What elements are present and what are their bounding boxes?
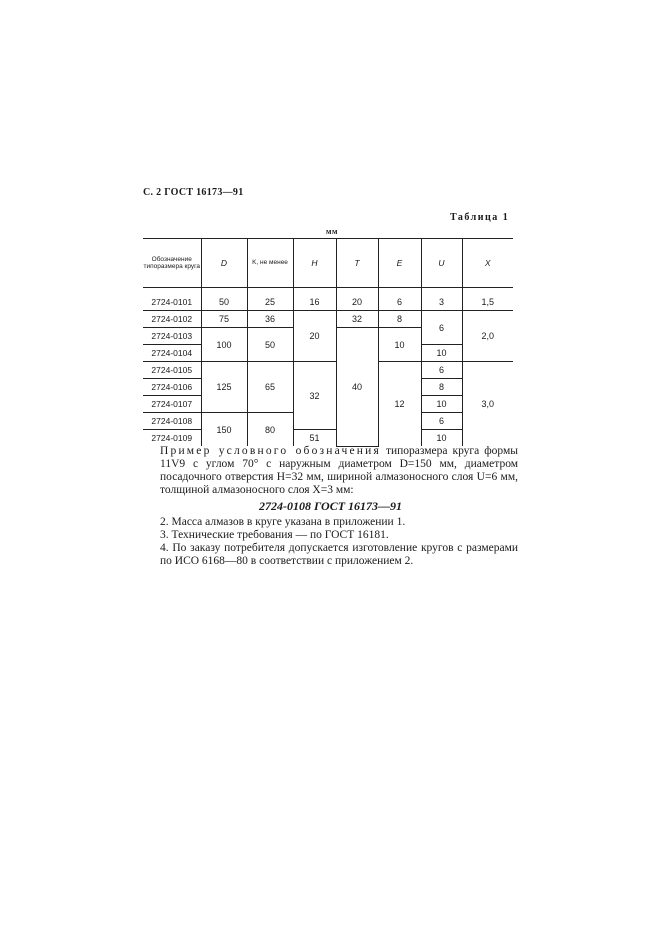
cell-k: 50 bbox=[247, 328, 293, 362]
cell-u: 10 bbox=[421, 396, 462, 413]
cell-name: 2724-0103 bbox=[143, 328, 201, 345]
cell-x: 1,5 bbox=[462, 294, 513, 311]
header-d: D bbox=[201, 239, 247, 288]
cell-d: 75 bbox=[201, 311, 247, 328]
table-row bbox=[143, 294, 513, 311]
cell-d: 125 bbox=[201, 362, 247, 413]
unit-label: мм bbox=[326, 227, 338, 236]
cell-u: 10 bbox=[421, 345, 462, 362]
header-e: E bbox=[378, 239, 421, 288]
cell-t: 40 bbox=[336, 328, 378, 447]
note-2: 2. Масса алмазов в круге указана в приложении 1. bbox=[160, 516, 406, 528]
header-name: Обозначение типоразмера круга bbox=[143, 239, 201, 288]
header-h: H bbox=[293, 239, 336, 288]
cell-h: 51 bbox=[293, 430, 336, 447]
cell-u: 6 bbox=[421, 311, 462, 345]
designation-example: 2724-0108 ГОСТ 16173—91 bbox=[258, 499, 403, 513]
cell-u: 10 bbox=[421, 430, 462, 447]
table-row bbox=[143, 311, 513, 328]
cell-x: 2,0 bbox=[462, 311, 513, 362]
cell-name: 2724-0101 bbox=[143, 294, 201, 311]
header-u: U bbox=[421, 239, 462, 288]
cell-k: 65 bbox=[247, 362, 293, 413]
cell-d: 50 bbox=[201, 294, 247, 311]
cell-e: 6 bbox=[378, 294, 421, 311]
cell-u: 3 bbox=[421, 294, 462, 311]
cell-k: 25 bbox=[247, 294, 293, 311]
cell-d: 150 bbox=[201, 413, 247, 447]
note-3: 3. Технические требования — по ГОСТ 16181. bbox=[160, 529, 389, 541]
cell-h: 16 bbox=[293, 294, 336, 311]
header-x: X bbox=[462, 239, 513, 288]
table-header-row bbox=[143, 239, 513, 288]
page-header: С. 2 ГОСТ 16173—91 bbox=[143, 187, 244, 198]
table-caption: Таблица 1 bbox=[450, 212, 510, 223]
cell-name: 2724-0104 bbox=[143, 345, 201, 362]
table-row bbox=[143, 430, 513, 447]
cell-e: 10 bbox=[378, 328, 421, 362]
cell-h: 32 bbox=[293, 362, 336, 430]
cell-t: 32 bbox=[336, 311, 378, 328]
cell-u: 6 bbox=[421, 413, 462, 430]
cell-x: 3,0 bbox=[462, 362, 513, 447]
cell-d: 100 bbox=[201, 328, 247, 362]
cell-name: 2724-0106 bbox=[143, 379, 201, 396]
dimensions-table bbox=[143, 238, 513, 447]
note-4: 4. По заказу потребителя допускается изготовление кругов с размерами по ИСО 6168—80 в соответствии с приложением 2. bbox=[160, 542, 518, 567]
cell-h: 20 bbox=[293, 311, 336, 362]
example-lead: Пример условного обозначения bbox=[160, 445, 381, 457]
table-row bbox=[143, 362, 513, 379]
cell-t: 20 bbox=[336, 294, 378, 311]
cell-name: 2724-0105 bbox=[143, 362, 201, 379]
cell-name: 2724-0102 bbox=[143, 311, 201, 328]
header-t: T bbox=[336, 239, 378, 288]
cell-u: 8 bbox=[421, 379, 462, 396]
cell-k: 80 bbox=[247, 413, 293, 447]
header-k: K, не менее bbox=[247, 239, 293, 288]
cell-e: 8 bbox=[378, 311, 421, 328]
cell-name: 2724-0108 bbox=[143, 413, 201, 430]
designation-example-paragraph bbox=[160, 445, 518, 497]
cell-e: 12 bbox=[378, 362, 421, 447]
example-rest: типоразмера круга формы 11V9 с углом 70° с наружным диаметром D=150 мм, диаметром посадочного отверстия H=32 мм, шириной алмазоносного слоя U=6 мм, толщиной алмазоносного слоя X=3 мм: bbox=[160, 445, 518, 496]
cell-u: 6 bbox=[421, 362, 462, 379]
cell-k: 36 bbox=[247, 311, 293, 328]
cell-name: 2724-0107 bbox=[143, 396, 201, 413]
cell-name: 2724-0109 bbox=[151, 433, 193, 443]
